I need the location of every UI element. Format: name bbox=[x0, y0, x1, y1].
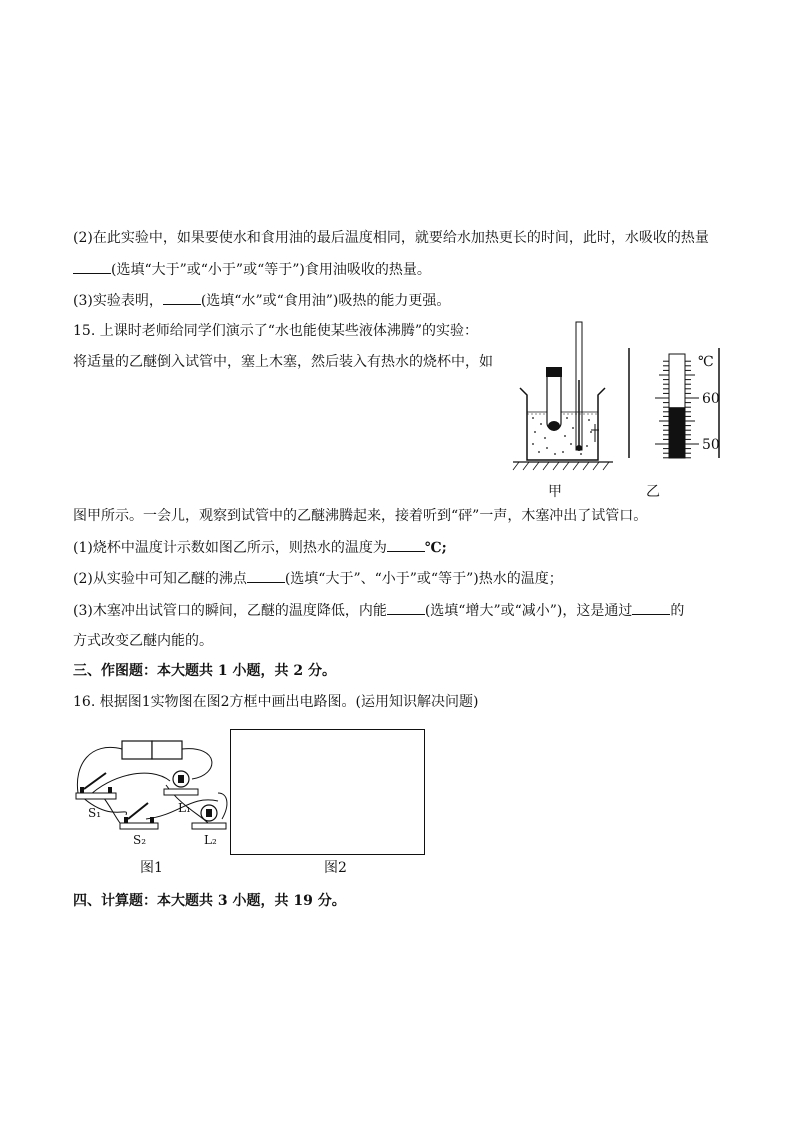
q15-intro-line2: 将适量的乙醚倒入试管中，塞上木塞，然后装入有热水的烧杯中，如 bbox=[73, 354, 493, 370]
section-4-heading: 四、计算题：本大题共 3 小题，共 19 分。 bbox=[73, 893, 346, 909]
circuit-drawing-box[interactable] bbox=[230, 729, 425, 855]
answer-blank[interactable] bbox=[73, 259, 111, 274]
answer-blank[interactable] bbox=[632, 600, 670, 615]
q15-intro-line3: 图甲所示。一会儿，观察到试管中的乙醚沸腾起来，接着听到“砰”一声，木塞冲出了试管口。 bbox=[73, 508, 648, 524]
figure-yi-caption: 乙 bbox=[646, 484, 660, 500]
q16-text: 16. 根据图1实物图在图2方框中画出电路图。(运用知识解决问题) bbox=[73, 694, 479, 710]
tick-label-60: 60 bbox=[702, 391, 720, 407]
answer-blank[interactable] bbox=[387, 600, 425, 615]
label-l1: L₁ bbox=[178, 801, 191, 815]
figure-1-caption: 图1 bbox=[140, 860, 163, 876]
q15-part2: (2)从实验中可知乙醚的沸点 (选填“大于”、“小于”或“等于”)热水的温度； bbox=[73, 568, 563, 589]
beaker-figure bbox=[505, 320, 615, 470]
q15-part1: (1)烧杯中温度计示数如图乙所示，则热水的温度为 ℃; bbox=[73, 537, 447, 558]
answer-blank[interactable] bbox=[247, 568, 285, 583]
section-3-heading: 三、作图题：本大题共 1 小题，共 2 分。 bbox=[73, 663, 336, 679]
label-l2: L₂ bbox=[204, 833, 217, 847]
unit-label: ℃ bbox=[698, 354, 714, 370]
q14-part2-line2: (选填“大于”或“小于”或“等于”)食用油吸收的热量。 bbox=[73, 259, 431, 280]
tick-label-50: 50 bbox=[702, 437, 720, 453]
answer-blank[interactable] bbox=[163, 290, 201, 305]
figure-jia-caption: 甲 bbox=[548, 484, 562, 500]
figure-2-caption: 图2 bbox=[324, 860, 347, 876]
q15-part3-line2: 方式改变乙醚内能的。 bbox=[73, 633, 213, 649]
label-s2: S₂ bbox=[133, 833, 147, 847]
mercury-column bbox=[669, 407, 685, 458]
q15-intro-line1: 15. 上课时老师给同学们演示了“水也能使某些液体沸腾”的实验： bbox=[73, 323, 479, 339]
label-s1: S₁ bbox=[88, 806, 102, 820]
q15-part3-line1: (3)木塞冲出试管口的瞬间，乙醚的温度降低，内能 (选填“增大”或“减小”)，这是通过 的 bbox=[73, 600, 684, 621]
q14-part3: (3)实验表明， (选填“水”或“食用油”)吸热的能力更强。 bbox=[73, 290, 450, 311]
answer-blank[interactable] bbox=[387, 537, 425, 552]
q14-part2-line1: (2)在此实验中，如果要使水和食用油的最后温度相同，就要给水加热更长的时间，此时，水吸收的热量 bbox=[73, 230, 709, 246]
